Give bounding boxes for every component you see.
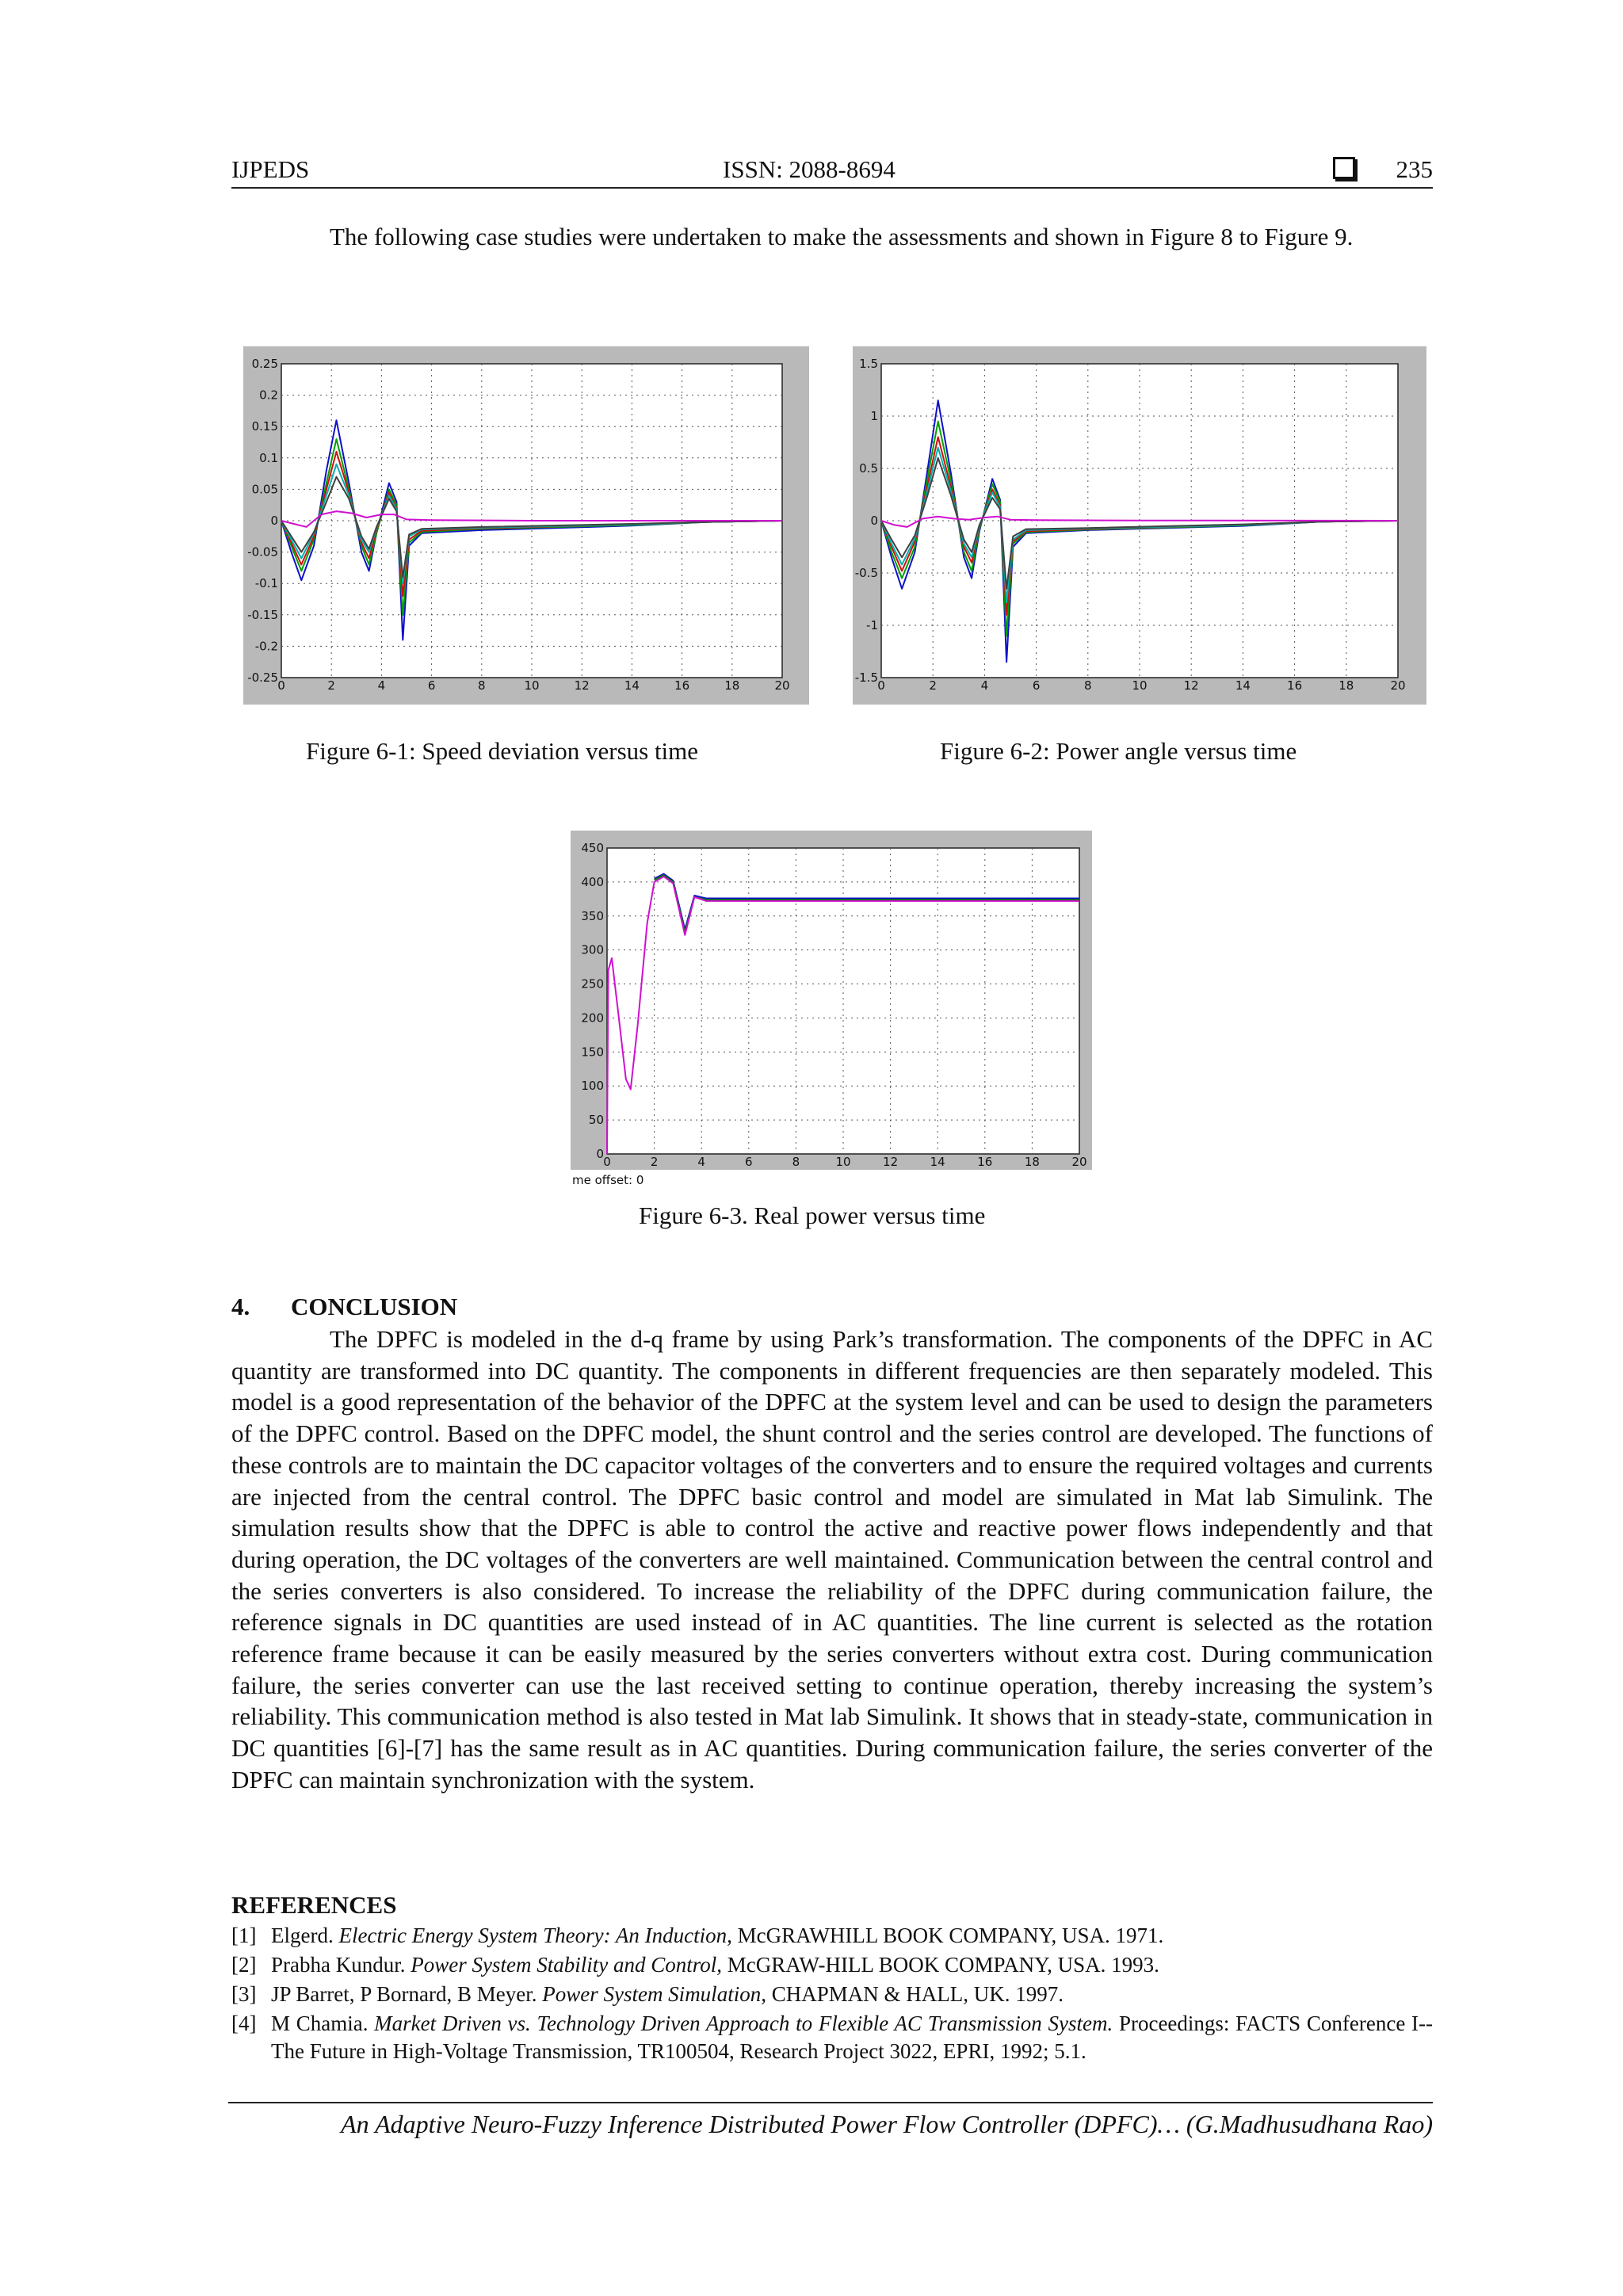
reference-author: JP Barret, P Bornard, B Meyer. — [271, 1982, 543, 2006]
figure-6-2 — [853, 346, 1426, 705]
figure-6-1 — [243, 346, 809, 705]
y-tick-label: 0.25 — [251, 357, 278, 371]
checkbox-glyph-icon — [1333, 157, 1355, 179]
y-tick-label: -1 — [866, 618, 878, 632]
reference-title: Market Driven vs. Technology Driven Approach to Flexible AC Transmission System. — [374, 2011, 1113, 2035]
y-tick-label: 0.05 — [251, 482, 278, 497]
reference-text — [271, 2010, 1433, 2065]
x-tick-label: 4 — [980, 678, 989, 693]
x-tick-label: 16 — [977, 1155, 993, 1169]
reference-text — [271, 1981, 1433, 2008]
reference-index: [3] — [231, 1982, 257, 2006]
x-tick-label: 4 — [697, 1155, 705, 1169]
x-tick-label: 10 — [1132, 678, 1148, 693]
x-tick-label: 14 — [930, 1155, 945, 1169]
figure-6-2-caption: Figure 6-2: Power angle versus time — [940, 737, 1297, 765]
reference-publisher: Proceedings: FACTS Conference I--The Future in High-Voltage Transmission, TR100504, Research Project 3022, EPRI, 1992; 5.1. — [271, 2011, 1433, 2063]
x-tick-label: 20 — [774, 678, 790, 693]
x-tick-label: 8 — [792, 1155, 800, 1169]
x-tick-label: 8 — [1084, 678, 1092, 693]
references-heading: REFERENCES — [231, 1891, 397, 1919]
conclusion-paragraph: The DPFC is modeled in the d-q frame by using Park’s transformation. The components of the DPFC in AC quantity are transformed into DC quantity. The components in different frequencies are then separately modeled. This model is a good representation of the behavior of the DPFC at the system level and can be used to design the parameters of the DPFC control. Based on the DPFC model, the shunt control and the series control are developed. The functions of these controls are to maintain the DC capacitor voltages of the converters and to ensure the required voltages and currents are injected from the central control. The DPFC basic control and model are simulated in Mat lab Simulink. The simulation results show that the DPFC is able to control the active and reactive power flows independently and that during operation, the DC voltages of the converters are well maintained. Communication between the central control and the series converters is also considered. To increase the reliability of the DPFC during communication failure, the reference signals in DC quantities are used instead of in AC quantities. The line current is selected as the rotation reference frame because it can be easily measured by the series converters without extra cost. During communication failure, the series converter can use the last received setting to continue operation, thereby increasing the system’s reliability. This communication method is also tested in Mat lab Simulink. It shows that in steady-state, communication in DC quantities [6]-[7] has the same result as in AC quantities. During communication failure, the series converter of the DPFC can maintain synchronization with the system. — [231, 1325, 1433, 1794]
reference-publisher: McGRAWHILL BOOK COMPANY, USA. 1971. — [731, 1924, 1164, 1947]
reference-index: [4] — [231, 2011, 257, 2035]
x-tick-label: 20 — [1071, 1155, 1087, 1169]
x-tick-label: 18 — [1024, 1155, 1040, 1169]
figure-6-3-caption: Figure 6-3. Real power versus time — [639, 1201, 986, 1229]
y-tick-label: -0.5 — [854, 566, 878, 580]
x-tick-label: 6 — [427, 678, 436, 693]
y-tick-label: 200 — [581, 1010, 604, 1026]
y-tick-label: 250 — [581, 976, 604, 991]
x-tick-label: 16 — [674, 678, 690, 693]
running-footer: An Adaptive Neuro-Fuzzy Inference Distributed Power Flow Controller (DPFC)… (G.Madhusudhana Rao) — [228, 2102, 1433, 2139]
reference-author: M Chamia. — [271, 2011, 375, 2035]
reference-text — [271, 1951, 1433, 1979]
y-tick-label: 1 — [870, 409, 878, 423]
section-heading — [231, 1293, 457, 1321]
y-tick-label: 50 — [588, 1113, 604, 1128]
y-tick-label: -0.15 — [247, 607, 278, 622]
y-tick-label: -0.1 — [254, 576, 278, 591]
x-tick-label: 18 — [724, 678, 740, 693]
reference-item — [231, 1922, 1433, 1950]
reference-publisher: McGRAW-HILL BOOK COMPANY, USA. 1993. — [721, 1953, 1159, 1977]
x-tick-label: 0 — [603, 1155, 611, 1169]
x-tick-label: 8 — [478, 678, 486, 693]
reference-title: Power System Simulation, — [542, 1982, 766, 2006]
x-tick-label: 2 — [650, 1155, 659, 1169]
y-tick-label: -0.2 — [254, 639, 278, 654]
section-title: CONCLUSION — [291, 1293, 458, 1320]
y-tick-label: -1.5 — [854, 670, 878, 685]
x-tick-label: 14 — [624, 678, 640, 693]
x-tick-label: 2 — [929, 678, 937, 693]
y-tick-label: 0.5 — [859, 461, 878, 476]
x-tick-label: 14 — [1235, 678, 1251, 693]
y-tick-label: 0 — [870, 514, 878, 528]
x-tick-label: 4 — [377, 678, 386, 693]
y-tick-label: 1.5 — [859, 357, 878, 371]
speed-deviation-chart — [243, 346, 809, 705]
reference-item — [231, 2010, 1433, 2065]
y-tick-label: -0.25 — [247, 670, 278, 685]
reference-title: Power System Stability and Control, — [411, 1953, 722, 1977]
running-header — [231, 155, 1433, 189]
section-number: 4. — [231, 1293, 250, 1320]
y-tick-label: 450 — [581, 841, 604, 855]
reference-list — [231, 1922, 1433, 2067]
power-angle-chart — [853, 346, 1426, 705]
reference-index: [1] — [231, 1924, 257, 1947]
figure-6-1-caption: Figure 6-1: Speed deviation versus time — [306, 737, 699, 765]
figure-6-3 — [571, 831, 1092, 1187]
reference-item — [231, 1951, 1433, 1979]
y-tick-label: 0 — [596, 1147, 604, 1161]
x-tick-label: 10 — [524, 678, 540, 693]
reference-index: [2] — [231, 1953, 257, 1977]
reference-author: Prabha Kundur. — [271, 1953, 411, 1977]
y-tick-label: 350 — [581, 908, 604, 923]
x-tick-label: 2 — [327, 678, 335, 693]
x-tick-label: 12 — [1183, 678, 1199, 693]
y-tick-label: 0.15 — [251, 419, 278, 434]
x-tick-label: 16 — [1287, 678, 1303, 693]
x-tick-label: 12 — [574, 678, 590, 693]
x-tick-label: 0 — [877, 678, 885, 693]
reference-title: Electric Energy System Theory: An Induction, — [338, 1924, 732, 1947]
y-tick-label: -0.05 — [247, 544, 278, 560]
real-power-chart — [571, 831, 1092, 1187]
x-tick-label: 18 — [1338, 678, 1354, 693]
reference-author: Elgerd. — [271, 1924, 339, 1947]
page-number: 235 — [1396, 155, 1433, 183]
journal-name: IJPEDS — [231, 155, 310, 183]
x-tick-label: 6 — [745, 1155, 753, 1169]
reference-item — [231, 1981, 1433, 2008]
y-tick-label: 300 — [581, 942, 604, 957]
issn: ISSN: 2088-8694 — [723, 155, 896, 183]
x-tick-label: 20 — [1390, 678, 1406, 693]
intro-paragraph: The following case studies were undertaken to make the assessments and shown in Figure 8 to Figure 9. — [330, 223, 1354, 250]
y-tick-label: 400 — [581, 874, 604, 889]
chart-footnote: me offset: 0 — [572, 1173, 644, 1187]
reference-text — [271, 1922, 1433, 1950]
y-tick-label: 100 — [581, 1079, 604, 1094]
x-tick-label: 12 — [883, 1155, 899, 1169]
x-tick-label: 6 — [1032, 678, 1041, 693]
y-tick-label: 0 — [270, 514, 278, 528]
y-tick-label: 150 — [581, 1045, 604, 1060]
reference-publisher: CHAPMAN & HALL, UK. 1997. — [766, 1982, 1064, 2006]
x-tick-label: 10 — [835, 1155, 851, 1169]
x-tick-label: 0 — [277, 678, 285, 693]
y-tick-label: 0.1 — [259, 450, 278, 465]
page-number-group — [1333, 155, 1434, 184]
y-tick-label: 0.2 — [259, 388, 278, 403]
